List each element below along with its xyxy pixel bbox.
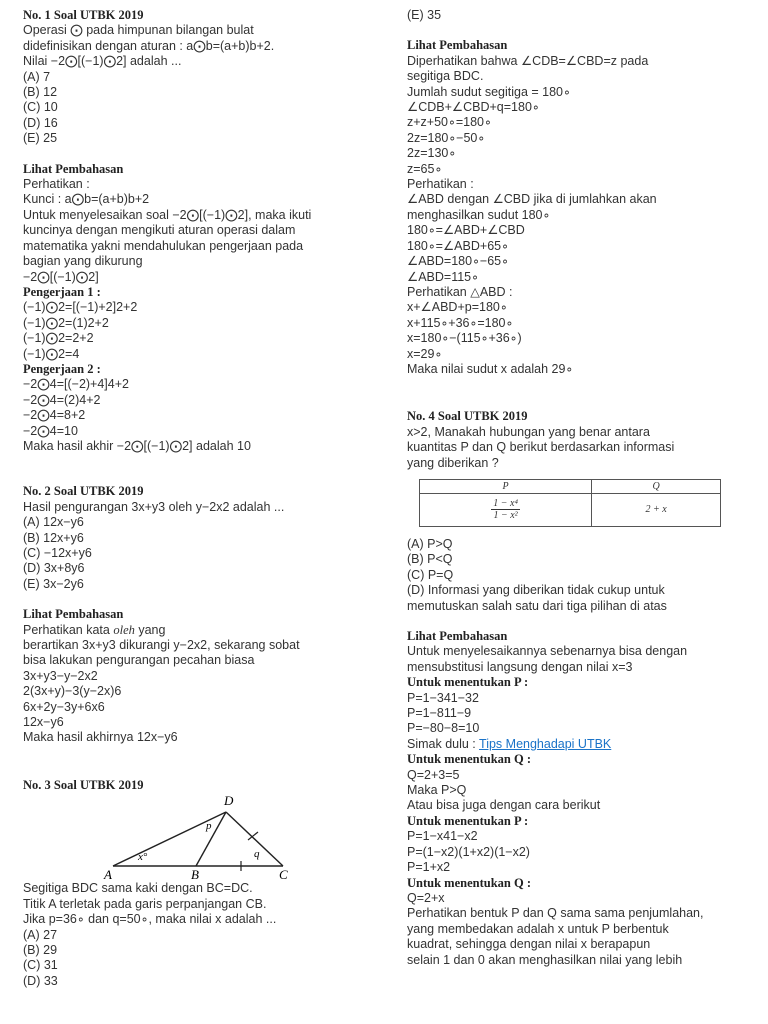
table-header-p: P	[420, 479, 592, 493]
label-d: D	[224, 793, 234, 809]
q4-q2-title: Untuk menentukan Q :	[407, 875, 531, 890]
q1-step1-line: (−1)⨀2=(1)2+2	[23, 315, 109, 330]
label-q: q	[254, 848, 260, 861]
q1-step1-line: (−1)⨀2=2+2	[23, 331, 94, 346]
q3-option-b: (B) 29	[23, 942, 58, 957]
q4-line: kuantitas P dan Q berikut berdasarkan informasi	[407, 440, 675, 455]
q3-disc-line: 180∘=∠ABD+65∘	[407, 238, 509, 253]
fraction-p	[491, 498, 520, 521]
q1-option-b: (B) 12	[23, 85, 58, 100]
q3-disc-line: ∠ABD=115∘	[407, 269, 479, 284]
q4-q2-line: kuadrat, sehingga dengan nilai x berapapun	[407, 937, 651, 952]
q3-option-d: (D) 33	[23, 973, 58, 988]
q4-title: No. 4 Soal UTBK 2019	[407, 409, 528, 424]
q2-option-e: (E) 3x−2y6	[23, 576, 84, 591]
q1-disc-line: bagian yang dikurung	[23, 254, 143, 269]
q4-p1-line: P=1−811−9	[407, 706, 472, 721]
q2-disc-line: Perhatikan kata oleh yang	[23, 622, 166, 637]
q1-disc-line: kuncinya dengan mengikuti aturan operasi dalam	[23, 223, 296, 238]
left-column	[23, 8, 353, 989]
q2-disc-line: 2(3x+y)−3(y−2x)6	[23, 684, 122, 699]
q3-disc-line: z+z+50∘=180∘	[407, 115, 492, 130]
simak-line	[407, 737, 747, 752]
q2-option-d: (D) 3x+8y6	[23, 561, 85, 576]
label-b: B	[191, 867, 199, 882]
q4-q2-line: Q=2+x	[407, 890, 445, 905]
q1-step2-line: Maka hasil akhir −2⨀[(−1)⨀2] adalah 10	[23, 438, 251, 453]
q1-disc-line: Perhatikan :	[23, 177, 90, 192]
q1-option-e: (E) 25	[23, 131, 58, 146]
q3-disc-line: x=29∘	[407, 346, 443, 361]
q3-disc-line: x=180∘−(115∘+36∘)	[407, 331, 522, 346]
q4-line: x>2, Manakah hubungan yang benar antara	[407, 424, 650, 439]
q4-q1-line: Atau bisa juga dengan cara berikut	[407, 798, 601, 813]
q1-line: Operasi ⨀ pada himpunan bilangan bulat	[23, 23, 254, 38]
q4-q2-line: yang membedakan adalah x untuk P berbentuk	[407, 921, 669, 936]
q4-discussion-toggle[interactable]: Lihat Pembahasan	[407, 629, 508, 643]
q3-disc-line: Perhatikan △ABD :	[407, 284, 513, 299]
q3-option-c: (C) 31	[23, 958, 58, 973]
q2-title: No. 2 Soal UTBK 2019	[23, 484, 144, 499]
q3-option-a: (A) 27	[23, 927, 58, 942]
fraction-denominator: 1 − x²	[493, 510, 518, 522]
q4-option-a: (A) P>Q	[407, 536, 453, 551]
q1-step1-line: (−1)⨀2=[(−1)+2]2+2	[23, 300, 138, 315]
q2-disc-line: 6x+2y−3y+6x6	[23, 699, 105, 714]
q4-disc-line: Untuk menyelesaikannya sebenarnya bisa dengan	[407, 644, 688, 659]
q1-option-d: (D) 16	[23, 115, 58, 130]
q2-disc-line: berartikan 3x+y3 dikurangi y−2x2, sekarang sobat	[23, 638, 300, 653]
q3-disc-line: x+∠ABD+p=180∘	[407, 300, 508, 315]
q1-step2-line: −2⨀4=[(−2)+4]4+2	[23, 377, 129, 392]
q4-q2-line: Perhatikan bentuk P dan Q sama sama penjumlahan,	[407, 906, 704, 921]
label-c: C	[279, 867, 288, 882]
q3-line: Jika p=36∘ dan q=50∘, maka nilai x adalah ...	[23, 912, 277, 927]
right-column	[407, 8, 747, 968]
label-a: A	[104, 867, 112, 882]
q3-disc-line: 2z=180∘−50∘	[407, 130, 486, 145]
q1-step2-line: −2⨀4=10	[23, 423, 78, 438]
q2-disc-line: Maka hasil akhirnya 12x−y6	[23, 730, 178, 745]
q3-discussion-toggle[interactable]: Lihat Pembahasan	[407, 38, 508, 53]
q3-disc-line: Jumlah sudut segitiga = 180∘	[407, 84, 571, 99]
q4-p2-title: Untuk menentukan P :	[407, 813, 529, 828]
q3-disc-line: 2z=130∘	[407, 146, 457, 161]
q4-option-b: (B) P<Q	[407, 552, 453, 567]
q3-disc-line: z=65∘	[407, 161, 443, 176]
q4-line: yang diberikan ?	[407, 455, 499, 470]
q4-p2-line: P=1+x2	[407, 860, 451, 875]
q3-disc-line: segitiga BDC.	[407, 69, 484, 84]
label-p: p	[206, 820, 212, 833]
q4-p2-line: P=(1−x2)(1+x2)(1−x2)	[407, 844, 530, 859]
q2-discussion-toggle[interactable]: Lihat Pembahasan	[23, 607, 124, 622]
pq-comparison-table	[419, 479, 721, 527]
q3-disc-line: ∠ABD=180∘−65∘	[407, 254, 509, 269]
q3-disc-line: ∠CDB+∠CBD+q=180∘	[407, 100, 540, 115]
tick-mark-dc	[248, 832, 258, 840]
q1-step1-title: Pengerjaan 1 :	[23, 284, 101, 299]
q3-disc-line: x+115∘+36∘=180∘	[407, 315, 514, 330]
q3-disc-line: Diperhatikan bahwa ∠CDB=∠CBD=z pada	[407, 53, 649, 68]
triangle-figure	[101, 793, 301, 881]
table-cell-q: 2 + x	[592, 493, 721, 526]
fraction-numerator: 1 − x⁴	[493, 498, 518, 510]
q1-title: No. 1 Soal UTBK 2019	[23, 8, 144, 22]
q1-option-c: (C) 10	[23, 100, 58, 115]
q1-disc-line: Kunci : a⨀b=(a+b)b+2	[23, 192, 150, 207]
q2-italic-word: oleh	[113, 622, 135, 637]
q4-p2-line: P=1−x41−x2	[407, 829, 478, 844]
table-header-q: Q	[592, 479, 721, 493]
q3-disc-line: Perhatikan :	[407, 177, 474, 192]
q2-disc-line: 3x+y3−y−2x2	[23, 668, 98, 683]
q1-disc-line: Untuk menyelesaikan soal −2⨀[(−1)⨀2], maka ikuti	[23, 207, 312, 222]
q4-p1-line: P=−80−8=10	[407, 721, 480, 736]
q4-option-d-cont: memutuskan salah satu dari tiga pilihan di atas	[407, 598, 667, 613]
simak-label: Simak dulu :	[407, 736, 480, 751]
q2-option-b: (B) 12x+y6	[23, 530, 84, 545]
label-x: x°	[138, 851, 148, 864]
q1-line: didefinisikan dengan aturan : a⨀b=(a+b)b+2.	[23, 38, 275, 53]
q1-line: Nilai −2⨀[(−1)⨀2] adalah ...	[23, 54, 182, 69]
q3-line: Segitiga BDC sama kaki dengan BC=DC.	[23, 881, 253, 896]
q4-option-d: (D) Informasi yang diberikan tidak cukup untuk	[407, 583, 665, 598]
q3-line: Titik A terletak pada garis perpanjangan CB.	[23, 896, 267, 911]
q1-disc-line: matematika yakni mendahulukan pengerjaan pada	[23, 238, 304, 253]
q2-disc-line: 12x−y6	[23, 715, 64, 730]
q1-step2-title: Pengerjaan 2 :	[23, 361, 101, 376]
q1-disc-line: −2⨀[(−1)⨀2]	[23, 269, 99, 284]
q4-q1-title: Untuk menentukan Q :	[407, 752, 531, 767]
q3-disc-line: Maka nilai sudut x adalah 29∘	[407, 361, 574, 376]
table-cell-p	[420, 493, 592, 526]
q1-option-a: (A) 7	[23, 69, 51, 84]
q2-option-a: (A) 12x−y6	[23, 515, 84, 530]
q3-option-e: (E) 35	[407, 8, 442, 22]
q4-option-c: (C) P=Q	[407, 567, 454, 582]
q2-line: Hasil pengurangan 3x+y3 oleh y−2x2 adalah ...	[23, 499, 285, 514]
tips-utbk-link[interactable]: Tips Menghadapi UTBK	[479, 736, 612, 751]
q3-disc-line: 180∘=∠ABD+∠CBD	[407, 223, 525, 238]
q1-step1-line: (−1)⨀2=4	[23, 346, 80, 361]
q2-disc-line: bisa lakukan pengurangan pecahan biasa	[23, 653, 255, 668]
q4-q1-line: Maka P>Q	[407, 783, 467, 798]
q2-option-c: (C) −12x+y6	[23, 546, 92, 560]
q4-q2-line: selain 1 dan 0 akan menghasilkan nilai yang lebih	[407, 952, 683, 967]
q4-p1-title: Untuk menentukan P :	[407, 675, 529, 690]
q1-step2-line: −2⨀4=(2)4+2	[23, 392, 101, 407]
q1-step2-line: −2⨀4=8+2	[23, 408, 86, 423]
q3-disc-line: ∠ABD dengan ∠CBD jika di jumlahkan akan	[407, 192, 657, 207]
q1-discussion-toggle[interactable]: Lihat Pembahasan	[23, 161, 124, 176]
q4-q1-line: Q=2+3=5	[407, 767, 460, 782]
q4-p1-line: P=1−341−32	[407, 690, 479, 705]
q3-disc-line: menghasilkan sudut 180∘	[407, 207, 551, 222]
q3-title: No. 3 Soal UTBK 2019	[23, 777, 144, 792]
q4-disc-line: mensubstitusi langsung dengan nilai x=3	[407, 659, 633, 674]
